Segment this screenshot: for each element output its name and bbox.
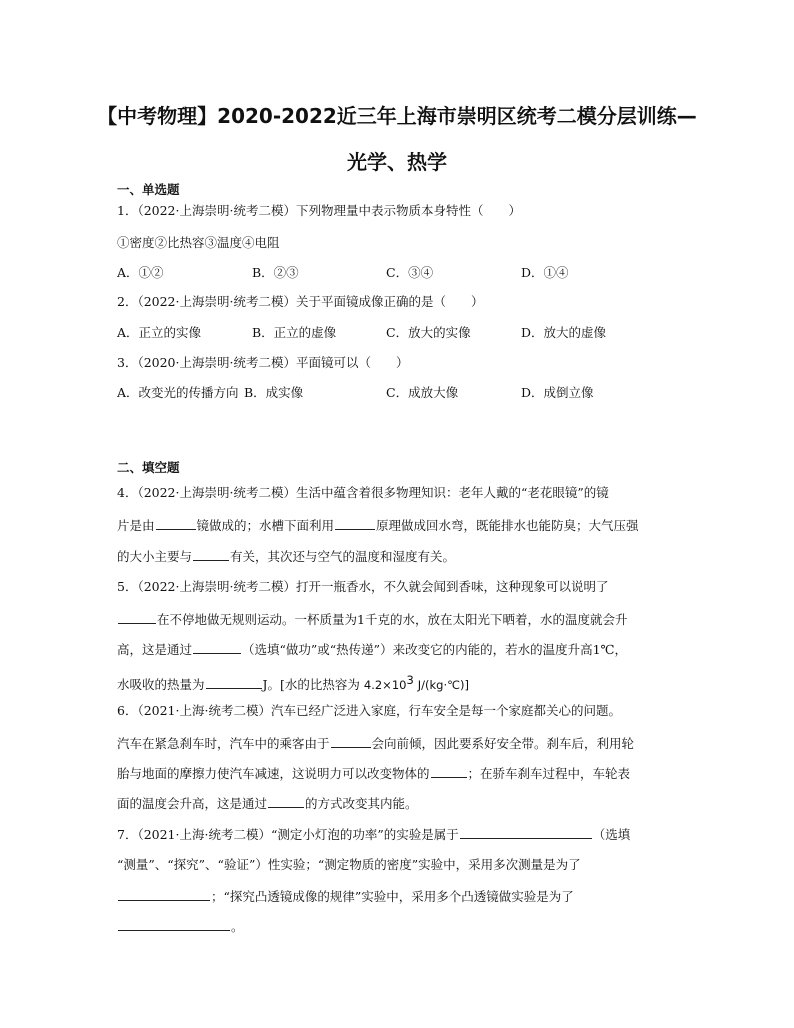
question-6-text: 胎与地面的摩擦力使汽车减速，这说明力可以改变物体的 (117, 766, 430, 781)
question-3-option-a: A．改变光的传播方向 (117, 385, 239, 400)
specific-heat-unit: J/(kg·℃)] (417, 678, 470, 693)
specific-heat-value: 4.2×10 (363, 678, 407, 693)
question-7-line4 (117, 918, 244, 935)
answer-blank[interactable] (331, 735, 371, 748)
page-title-line2: 光学、热学 (347, 150, 447, 174)
question-7-text: （选填 (592, 827, 631, 842)
question-7-line3 (117, 888, 574, 905)
question-4-text: 片是由 (117, 518, 155, 533)
answer-blank[interactable] (460, 826, 592, 839)
question-6-text: 会向前倾，因此要系好安全带。刹车后，利用轮 (371, 736, 635, 751)
question-4-text: 有关，其次还与空气的温度和湿度有关。 (230, 549, 456, 564)
question-2-option-a: A．正立的实像 (117, 325, 202, 340)
question-3-option-b: B．成实像 (244, 385, 304, 400)
question-6-line1: 6．（2021·上海·统考二模）汽车已经广泛进入家庭，行车安全是每一个家庭都关心的问题。 (117, 703, 621, 718)
question-7-text: ；“探究凸透镜成像的规律”实验中，采用多个凸透镜做实验是为了 (211, 889, 574, 904)
question-5-text: 水吸收的热量为 (117, 677, 205, 693)
question-7-line1 (117, 826, 630, 843)
question-1-stem: 1．（2022·上海崇明·统考二模）下列物理量中表示物质本身特性（ ） (117, 203, 521, 218)
question-5-text: （选填“做功”或“热传递”）来改变它的内能的，若水的温度升高1℃， (242, 642, 628, 657)
question-5-line2 (117, 611, 627, 628)
question-1-option-c: C．③④ (386, 265, 434, 280)
answer-blank[interactable] (206, 676, 262, 689)
question-4-text: 原理做成回水弯，既能排水也能防臭；大气压强 (376, 518, 639, 533)
question-4-line3 (117, 548, 455, 565)
answer-blank[interactable] (118, 918, 230, 931)
answer-blank[interactable] (193, 548, 229, 561)
question-3-option-d: D．成倒立像 (521, 385, 594, 400)
question-6-line2 (117, 735, 634, 752)
question-7-text: 。 (231, 919, 244, 934)
question-1-option-d: D．①④ (521, 265, 569, 280)
question-2-option-c: C．放大的实像 (386, 325, 471, 340)
question-5-text: 在不停地做无规则运动。一杯质量为1千克的水，放在太阳光下晒着，水的温度就会升 (157, 612, 628, 627)
answer-blank[interactable] (156, 517, 196, 530)
question-4-text: 的大小主要与 (117, 549, 193, 564)
question-2-option-d: D．放大的虚像 (521, 325, 607, 340)
specific-heat-exponent: 3 (406, 673, 414, 687)
question-6-text: ；在骄车刹车过程中，车轮表 (467, 766, 631, 781)
question-5-line1: 5．（2022·上海崇明·统考二模）打开一瓶香水，不久就会闻到香味，这种现象可以说明了 (117, 579, 609, 594)
question-5-line4 (117, 672, 469, 693)
section-heading-single-choice: 一、单选题 (117, 182, 180, 197)
question-4-text: 镜做成的；水槽下面利用 (196, 518, 335, 533)
answer-blank[interactable] (193, 641, 241, 654)
question-6-line3 (117, 765, 630, 782)
question-6-text: 面的温度会升高，这是通过 (117, 796, 268, 811)
question-1-option-b: B．②③ (252, 265, 299, 280)
answer-blank[interactable] (335, 517, 375, 530)
answer-blank[interactable] (118, 611, 156, 624)
question-1-items: ①密度②比热容③温度④电阻 (117, 235, 280, 250)
question-5-text: J。[水的比热容为 (262, 677, 360, 693)
section-heading-fill-blank: 二、填空题 (117, 460, 180, 475)
question-3-stem: 3．（2020·上海崇明·统考二模）平面镜可以（ ） (117, 355, 409, 370)
question-6-text: 汽车在紧急刹车时，汽车中的乘客由于 (117, 736, 330, 751)
question-6-line4 (117, 795, 418, 812)
question-2-option-b: B．正立的虚像 (252, 325, 337, 340)
question-5-line3 (117, 641, 627, 658)
answer-blank[interactable] (268, 795, 304, 808)
question-2-stem: 2．（2022·上海崇明·统考二模）关于平面镜成像正确的是（ ） (117, 294, 484, 309)
question-5-text: 高，这是通过 (117, 642, 193, 657)
question-1-option-a: A．①② (117, 265, 164, 280)
question-4-line1: 4．（2022·上海崇明·统考二模）生活中蕴含着很多物理知识：老年人戴的“老花眼镜”的镜 (117, 485, 609, 500)
question-6-text: 的方式改变其内能。 (305, 796, 418, 811)
question-3-option-c: C．成放大像 (386, 385, 459, 400)
question-4-line2 (117, 517, 639, 534)
answer-blank[interactable] (431, 765, 467, 778)
page-title-line1: 【中考物理】2020-2022近三年上海市崇明区统考二模分层训练— (97, 104, 697, 128)
question-7-line2: “测量”、“探究”、“验证”）性实验；“测定物质的密度”实验中，采用多次测量是为了 (117, 857, 581, 872)
answer-blank[interactable] (118, 888, 210, 901)
question-7-text: 7．（2021·上海·统考二模）“测定小灯泡的功率”的实验是属于 (117, 827, 459, 842)
